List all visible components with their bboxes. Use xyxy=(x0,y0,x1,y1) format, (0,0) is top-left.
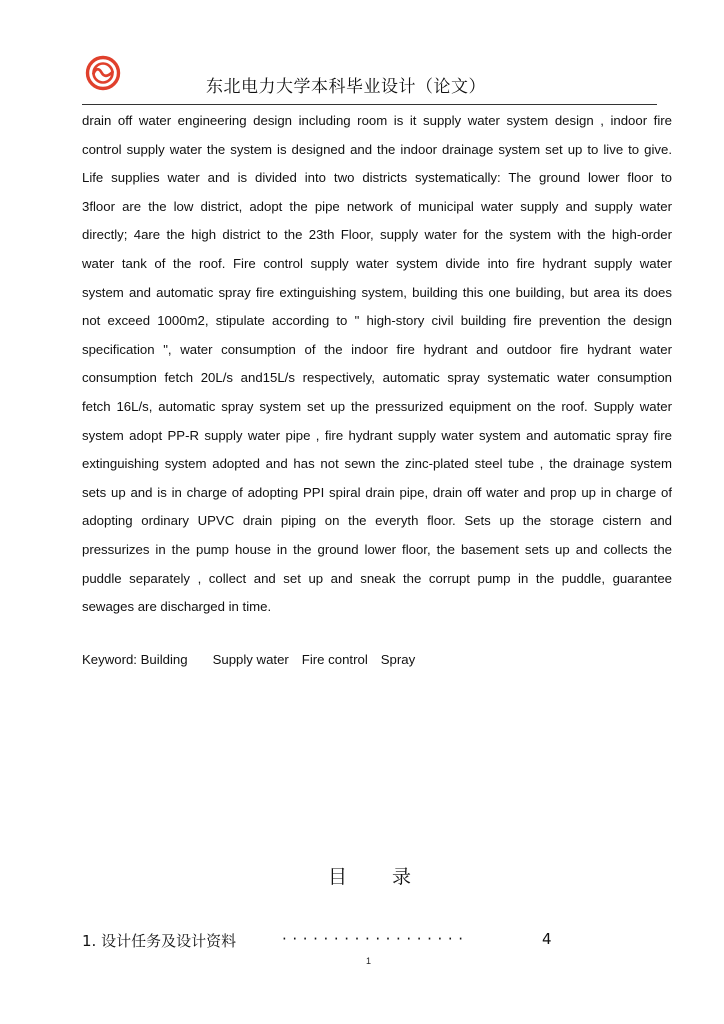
abstract-line: drain off water engineering design including room is it supply water system design , indoor fire xyxy=(82,113,672,128)
keyword-item: Spray xyxy=(380,652,416,667)
toc-entry-leader: ·················· xyxy=(282,930,469,948)
abstract-body xyxy=(82,111,672,626)
toc-entry-page: 4 xyxy=(542,930,552,948)
abstract-line: adopting ordinary UPVC drain piping on the everyth floor. Sets up the storage cistern and xyxy=(82,513,672,529)
keyword-item: Fire control xyxy=(301,652,368,667)
abstract-line: system adopt PP-R supply water pipe , fire hydrant supply water system and automatic spray fire xyxy=(82,427,672,443)
abstract-line: not exceed 1000m2, stipulate according to " high-story civil building fire prevention the design xyxy=(82,313,672,329)
abstract-line: pressurizes in the pump house in the ground lower floor, the basement sets up and collects the xyxy=(82,541,672,557)
abstract-line: 3floor are the low district, adopt the pipe network of municipal water supply and supply water xyxy=(82,198,672,214)
abstract-line: puddle separately , collect and set up and sneak the corrupt pump in the puddle, guarantee xyxy=(82,570,672,586)
keywords-line xyxy=(82,652,415,667)
abstract-line: fetch 16L/s, automatic spray system set up the pressurized equipment on the roof. Supply water xyxy=(82,398,672,414)
toc-heading-char: 目 xyxy=(328,866,348,888)
abstract-line: Life supplies water and is divided into two districts systematically: The ground lower floor to xyxy=(82,170,672,186)
toc-heading-char: 录 xyxy=(392,866,412,888)
abstract-line: sets up and is in charge of adopting PPI spiral drain pipe, drain off water and prop up in charge of xyxy=(82,484,672,500)
abstract-line: consumption fetch 20L/s and15L/s respectively, automatic spray systematic water consumption xyxy=(82,370,672,386)
abstract-line: water tank of the roof. Fire control supply water system divide into fire hydrant supply water xyxy=(82,255,672,271)
abstract-line: directly; 4are the high district to the 23th Floor, supply water for the system with the high-order xyxy=(82,227,672,243)
header-divider xyxy=(82,104,657,105)
toc-entry[interactable] xyxy=(82,930,562,954)
page-header-title: 东北电力大学本科毕业设计（论文） xyxy=(206,77,486,97)
university-logo-icon xyxy=(84,54,122,92)
toc-heading xyxy=(328,862,411,889)
abstract-line: system and automatic spray fire extinguishing system, building this one building, but area its does xyxy=(82,284,672,300)
keyword-item: Supply water xyxy=(212,652,289,667)
abstract-line: control supply water the system is designed and the indoor drainage system set up to live to give. xyxy=(82,141,672,157)
toc-entry-label: 1. 设计任务及设计资料 xyxy=(82,932,237,950)
page-number: 1 xyxy=(366,956,372,966)
abstract-line: specification ", water consumption of the indoor fire hydrant and outdoor fire hydrant water xyxy=(82,341,672,357)
keywords-label: Keyword: Building xyxy=(82,652,188,667)
abstract-line-last: sewages are discharged in time. xyxy=(82,599,272,615)
abstract-line: extinguishing system adopted and has not sewn the zinc-plated steel tube , the drainage system xyxy=(82,456,672,472)
